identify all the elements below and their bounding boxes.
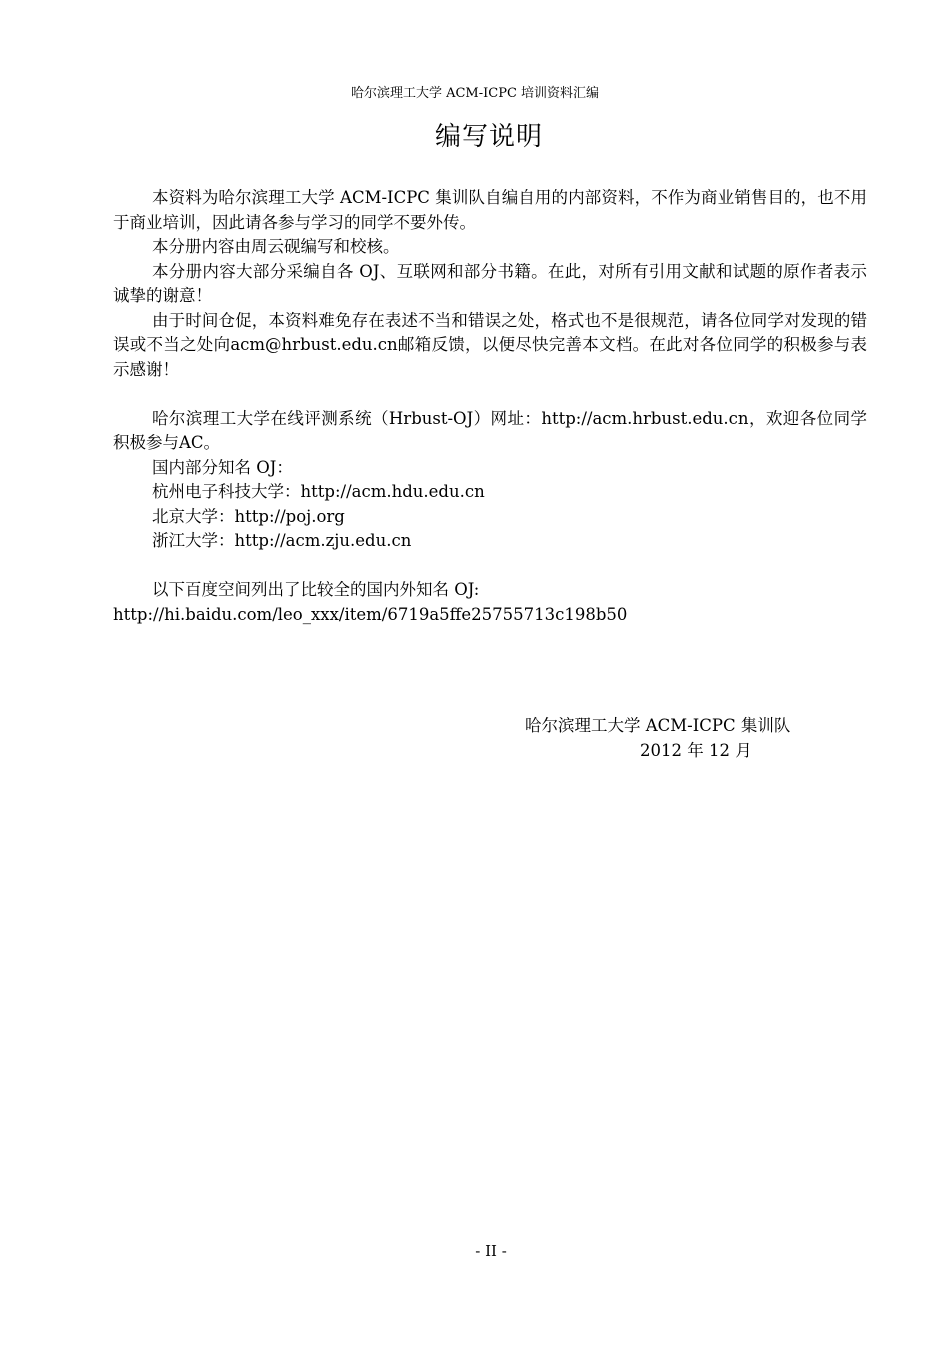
signature-organization: 哈尔滨理工大学 ACM-ICPC 集训队 <box>525 716 791 735</box>
oj-list-item-zju: 浙江大学：http://acm.zju.edu.cn <box>152 531 412 550</box>
page-number: - II - <box>475 1242 507 1260</box>
paragraph-feedback: 由于时间仓促，本资料难免存在表述不当和错误之处，格式也不是很规范，请各位同学对发现的错误或不当之处向acm@hrbust.edu.cn邮箱反馈，以便尽快完善本文档。在此对各位同学的积极参与表示感谢！ <box>113 310 867 379</box>
paragraph-editor: 本分册内容由周云砚编写和校核。 <box>152 237 400 256</box>
baidu-intro: 以下百度空间列出了比较全的国内外知名 OJ: <box>152 580 480 599</box>
oj-list-item-hdu: 杭州电子科技大学：http://acm.hdu.edu.cn <box>152 482 485 501</box>
spacer <box>113 382 867 407</box>
paragraph-sources: 本分册内容大部分采编自各 OJ、互联网和部分书籍。在此，对所有引用文献和试题的原作者表示诚挚的谢意！ <box>113 261 867 305</box>
signature-date: 2012 年 12 月 <box>640 741 752 760</box>
document-body <box>113 186 867 627</box>
spacer <box>113 554 867 579</box>
paragraph-purpose: 本资料为哈尔滨理工大学 ACM-ICPC 集训队自编自用的内部资料，不作为商业销售目的，也不用于商业培训，因此请各参与学习的同学不要外传。 <box>113 188 867 232</box>
baidu-url: http://hi.baidu.com/leo_xxx/item/6719a5ffe25755713c198b50 <box>113 604 628 624</box>
oj-list-item-pku: 北京大学：http://poj.org <box>152 506 345 526</box>
paragraph-oj-intro: 哈尔滨理工大学在线评测系统（Hrbust-OJ）网址：http://acm.hrbust.edu.cn，欢迎各位同学积极参与AC。 <box>113 408 867 452</box>
running-header: 哈尔滨理工大学 ACM-ICPC 培训资料汇编 <box>350 86 600 101</box>
page-title: 编写说明 <box>434 122 543 152</box>
domestic-oj-heading: 国内部分知名 OJ： <box>152 457 293 477</box>
